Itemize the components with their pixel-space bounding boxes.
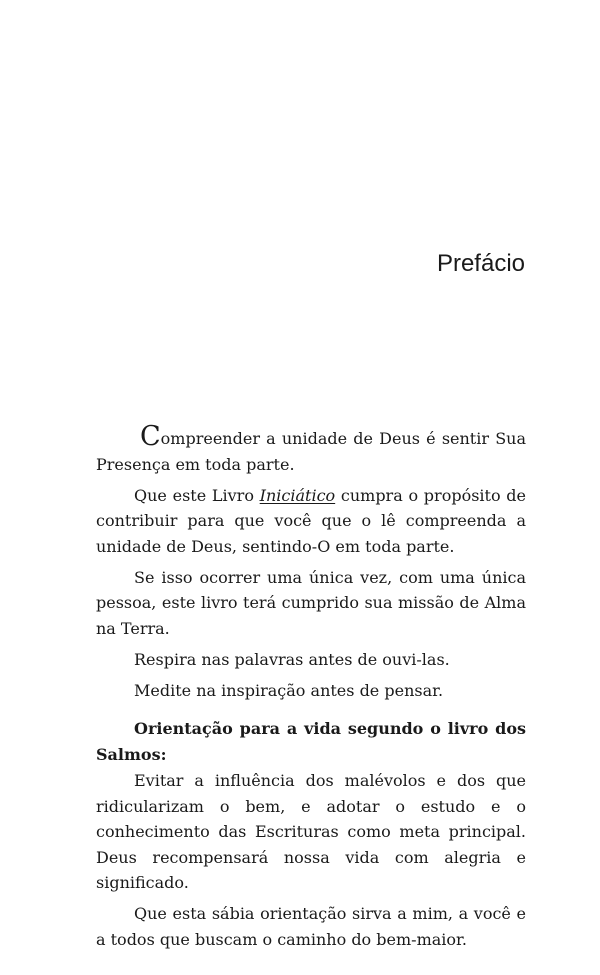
paragraph-2 xyxy=(96,483,526,560)
paragraph-5: Medite na inspiração antes de pensar. xyxy=(134,680,444,700)
paragraph-7: Que esta sábia orientação sirva a mim, a você e a todos que buscam o caminho do bem-maior. xyxy=(96,904,526,949)
paragraph-2-end: cumpra o propósito de contribuir para que você que o lê compreenda a unidade de Deus, sentindo-O em toda parte. xyxy=(96,485,527,556)
preface-body xyxy=(96,421,527,958)
paragraph-3: Se isso ocorrer uma única vez, com uma única pessoa, este livro terá cumprido sua missão de Alma na Terra. xyxy=(96,567,526,638)
page-title: Prefácio xyxy=(436,250,525,277)
paragraph-1-text: ompreender a unidade de Deus é sentir Sua Presença em toda parte. xyxy=(96,429,526,474)
section-heading: Orientação para a vida segundo o livro dos Salmos: xyxy=(96,719,526,764)
paragraph-1 xyxy=(96,421,526,477)
emphasized-book-title: Iniciático xyxy=(259,485,336,505)
drop-cap: C xyxy=(140,421,161,452)
paragraph-2-start: Que este Livro xyxy=(134,485,260,505)
paragraph-6: Evitar a influência dos malévolos e dos que ridicularizam o bem, e adotar o estudo e o conhecimento das Escrituras como meta principal. Deus recompensará nossa vida com alegria e significado. xyxy=(96,771,526,892)
paragraph-4: Respira nas palavras antes de ouvi-las. xyxy=(134,649,450,669)
